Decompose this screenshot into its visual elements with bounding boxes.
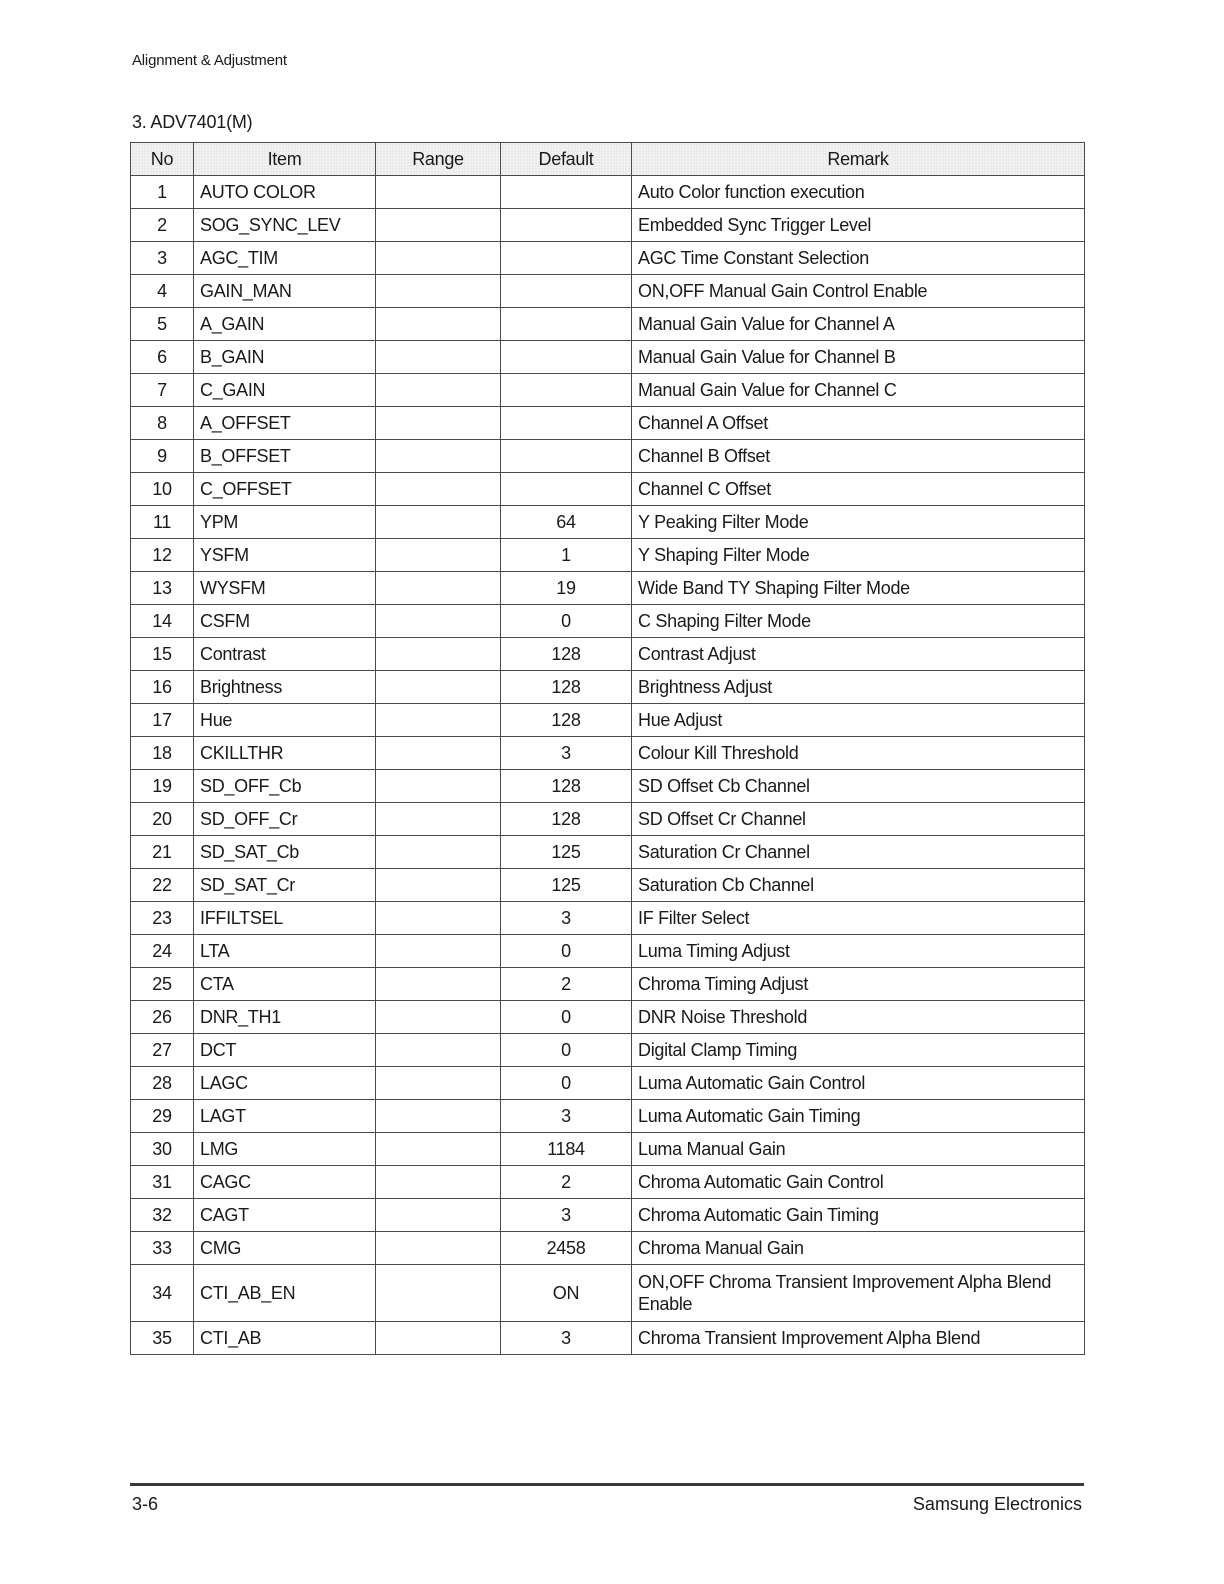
- table-row: [131, 1232, 1085, 1265]
- cell-range: [376, 275, 501, 308]
- cell-no: 4: [131, 275, 194, 308]
- cell-item: IFFILTSEL: [194, 902, 376, 935]
- table-row: [131, 671, 1085, 704]
- table-row: [131, 341, 1085, 374]
- cell-range: [376, 1067, 501, 1100]
- cell-default: [501, 176, 632, 209]
- cell-default: 1184: [501, 1133, 632, 1166]
- cell-default: 3: [501, 1322, 632, 1355]
- company-name: Samsung Electronics: [912, 1494, 1082, 1514]
- table-body: [131, 176, 1085, 1355]
- cell-range: [376, 704, 501, 737]
- cell-remark: Saturation Cb Channel: [632, 869, 1085, 902]
- cell-no: 29: [131, 1100, 194, 1133]
- cell-range: [376, 935, 501, 968]
- cell-range: [376, 1199, 501, 1232]
- cell-range: [376, 803, 501, 836]
- cell-default: [501, 341, 632, 374]
- cell-range: [376, 1001, 501, 1034]
- table-row: [131, 506, 1085, 539]
- cell-remark: Y Peaking Filter Mode: [632, 506, 1085, 539]
- cell-no: 22: [131, 869, 194, 902]
- cell-no: 6: [131, 341, 194, 374]
- cell-item: A_OFFSET: [194, 407, 376, 440]
- cell-default: 125: [501, 836, 632, 869]
- table-row: [131, 1322, 1085, 1355]
- cell-default: [501, 440, 632, 473]
- cell-range: [376, 341, 501, 374]
- cell-range: [376, 1322, 501, 1355]
- cell-item: Brightness: [194, 671, 376, 704]
- cell-no: 32: [131, 1199, 194, 1232]
- cell-remark: C Shaping Filter Mode: [632, 605, 1085, 638]
- cell-remark: SD Offset Cr Channel: [632, 803, 1085, 836]
- cell-no: 21: [131, 836, 194, 869]
- cell-remark: IF Filter Select: [632, 902, 1085, 935]
- cell-range: [376, 638, 501, 671]
- cell-default: [501, 473, 632, 506]
- cell-item: LTA: [194, 935, 376, 968]
- cell-range: [376, 902, 501, 935]
- cell-remark: Embedded Sync Trigger Level: [632, 209, 1085, 242]
- table-row: [131, 308, 1085, 341]
- cell-range: [376, 1100, 501, 1133]
- table-row: [131, 770, 1085, 803]
- table-row: [131, 737, 1085, 770]
- cell-item: CKILLTHR: [194, 737, 376, 770]
- cell-range: [376, 440, 501, 473]
- cell-item: SD_OFF_Cb: [194, 770, 376, 803]
- cell-no: 18: [131, 737, 194, 770]
- cell-remark: DNR Noise Threshold: [632, 1001, 1085, 1034]
- cell-remark: Channel B Offset: [632, 440, 1085, 473]
- cell-item: CAGT: [194, 1199, 376, 1232]
- col-header-item: Item: [194, 143, 376, 176]
- cell-remark: Colour Kill Threshold: [632, 737, 1085, 770]
- cell-default: 19: [501, 572, 632, 605]
- cell-range: [376, 737, 501, 770]
- cell-no: 27: [131, 1034, 194, 1067]
- cell-default: [501, 374, 632, 407]
- table-row: [131, 1199, 1085, 1232]
- cell-remark: Luma Automatic Gain Control: [632, 1067, 1085, 1100]
- cell-default: [501, 275, 632, 308]
- cell-no: 2: [131, 209, 194, 242]
- table-row: [131, 440, 1085, 473]
- table-row: [131, 572, 1085, 605]
- table-row: [131, 176, 1085, 209]
- cell-remark: Digital Clamp Timing: [632, 1034, 1085, 1067]
- cell-range: [376, 506, 501, 539]
- cell-remark: AGC Time Constant Selection: [632, 242, 1085, 275]
- cell-item: LMG: [194, 1133, 376, 1166]
- cell-no: 12: [131, 539, 194, 572]
- cell-range: [376, 1232, 501, 1265]
- col-header-no: No: [131, 143, 194, 176]
- cell-default: 0: [501, 935, 632, 968]
- cell-remark: Chroma Timing Adjust: [632, 968, 1085, 1001]
- cell-item: CTA: [194, 968, 376, 1001]
- cell-range: [376, 407, 501, 440]
- table-row: [131, 1133, 1085, 1166]
- spec-table: [130, 142, 1085, 1355]
- table-row: [131, 638, 1085, 671]
- col-header-remark: Remark: [632, 143, 1085, 176]
- table-row: [131, 1001, 1085, 1034]
- cell-default: 128: [501, 671, 632, 704]
- cell-default: 2: [501, 1166, 632, 1199]
- cell-range: [376, 1034, 501, 1067]
- cell-default: 0: [501, 1067, 632, 1100]
- cell-no: 31: [131, 1166, 194, 1199]
- cell-range: [376, 1265, 501, 1322]
- cell-no: 19: [131, 770, 194, 803]
- table-row: [131, 704, 1085, 737]
- table-header-row: [131, 143, 1085, 176]
- cell-remark: Chroma Automatic Gain Control: [632, 1166, 1085, 1199]
- cell-remark: Brightness Adjust: [632, 671, 1085, 704]
- table-row: [131, 374, 1085, 407]
- cell-item: GAIN_MAN: [194, 275, 376, 308]
- table-row: [131, 1265, 1085, 1322]
- cell-remark: Channel C Offset: [632, 473, 1085, 506]
- cell-no: 33: [131, 1232, 194, 1265]
- cell-no: 13: [131, 572, 194, 605]
- cell-range: [376, 374, 501, 407]
- cell-remark: Luma Manual Gain: [632, 1133, 1085, 1166]
- cell-range: [376, 1166, 501, 1199]
- cell-range: [376, 176, 501, 209]
- cell-range: [376, 209, 501, 242]
- cell-default: [501, 308, 632, 341]
- cell-no: 20: [131, 803, 194, 836]
- cell-no: 17: [131, 704, 194, 737]
- cell-item: SD_SAT_Cb: [194, 836, 376, 869]
- cell-remark: Hue Adjust: [632, 704, 1085, 737]
- cell-no: 35: [131, 1322, 194, 1355]
- cell-remark: Luma Automatic Gain Timing: [632, 1100, 1085, 1133]
- cell-default: 1: [501, 539, 632, 572]
- cell-default: 2: [501, 968, 632, 1001]
- cell-item: SOG_SYNC_LEV: [194, 209, 376, 242]
- col-header-default: Default: [501, 143, 632, 176]
- cell-default: 0: [501, 1034, 632, 1067]
- cell-remark: Luma Timing Adjust: [632, 935, 1085, 968]
- cell-no: 15: [131, 638, 194, 671]
- cell-remark: Contrast Adjust: [632, 638, 1085, 671]
- cell-item: B_OFFSET: [194, 440, 376, 473]
- cell-no: 26: [131, 1001, 194, 1034]
- cell-no: 23: [131, 902, 194, 935]
- cell-item: CTI_AB: [194, 1322, 376, 1355]
- cell-remark: Channel A Offset: [632, 407, 1085, 440]
- cell-range: [376, 572, 501, 605]
- cell-no: 34: [131, 1265, 194, 1322]
- cell-item: CMG: [194, 1232, 376, 1265]
- cell-range: [376, 539, 501, 572]
- table-row: [131, 803, 1085, 836]
- cell-remark: Manual Gain Value for Channel A: [632, 308, 1085, 341]
- running-header: Alignment & Adjustment: [132, 52, 287, 69]
- cell-no: 11: [131, 506, 194, 539]
- cell-range: [376, 671, 501, 704]
- cell-default: 3: [501, 902, 632, 935]
- cell-default: [501, 209, 632, 242]
- section-title: 3. ADV7401(M): [132, 112, 253, 132]
- cell-default: 3: [501, 737, 632, 770]
- cell-default: 128: [501, 704, 632, 737]
- table-row: [131, 1166, 1085, 1199]
- cell-remark: ON,OFF Manual Gain Control Enable: [632, 275, 1085, 308]
- footer-rule: [130, 1483, 1084, 1486]
- cell-item: C_OFFSET: [194, 473, 376, 506]
- cell-range: [376, 770, 501, 803]
- cell-no: 14: [131, 605, 194, 638]
- table-row: [131, 1067, 1085, 1100]
- table-row: [131, 836, 1085, 869]
- table-row: [131, 968, 1085, 1001]
- cell-item: B_GAIN: [194, 341, 376, 374]
- cell-default: 2458: [501, 1232, 632, 1265]
- cell-no: 10: [131, 473, 194, 506]
- cell-default: 128: [501, 770, 632, 803]
- cell-item: YPM: [194, 506, 376, 539]
- cell-no: 16: [131, 671, 194, 704]
- cell-item: LAGC: [194, 1067, 376, 1100]
- cell-default: ON: [501, 1265, 632, 1322]
- cell-no: 30: [131, 1133, 194, 1166]
- cell-item: DNR_TH1: [194, 1001, 376, 1034]
- cell-item: AUTO COLOR: [194, 176, 376, 209]
- cell-item: AGC_TIM: [194, 242, 376, 275]
- table-row: [131, 275, 1085, 308]
- cell-remark: Y Shaping Filter Mode: [632, 539, 1085, 572]
- cell-item: CTI_AB_EN: [194, 1265, 376, 1322]
- cell-no: 28: [131, 1067, 194, 1100]
- cell-default: [501, 242, 632, 275]
- cell-no: 9: [131, 440, 194, 473]
- table-row: [131, 407, 1085, 440]
- cell-remark: Manual Gain Value for Channel C: [632, 374, 1085, 407]
- cell-item: LAGT: [194, 1100, 376, 1133]
- cell-item: WYSFM: [194, 572, 376, 605]
- cell-range: [376, 1133, 501, 1166]
- cell-range: [376, 242, 501, 275]
- cell-no: 25: [131, 968, 194, 1001]
- cell-default: 0: [501, 605, 632, 638]
- cell-no: 7: [131, 374, 194, 407]
- cell-range: [376, 308, 501, 341]
- cell-range: [376, 473, 501, 506]
- cell-item: DCT: [194, 1034, 376, 1067]
- cell-default: 64: [501, 506, 632, 539]
- cell-item: SD_SAT_Cr: [194, 869, 376, 902]
- cell-default: 3: [501, 1100, 632, 1133]
- cell-item: YSFM: [194, 539, 376, 572]
- cell-remark: Manual Gain Value for Channel B: [632, 341, 1085, 374]
- table-row: [131, 935, 1085, 968]
- cell-item: SD_OFF_Cr: [194, 803, 376, 836]
- cell-item: A_GAIN: [194, 308, 376, 341]
- cell-no: 24: [131, 935, 194, 968]
- cell-item: C_GAIN: [194, 374, 376, 407]
- cell-range: [376, 869, 501, 902]
- page-number: 3-6: [132, 1494, 159, 1514]
- cell-default: 128: [501, 638, 632, 671]
- cell-remark: ON,OFF Chroma Transient Improvement Alpha Blend Enable: [632, 1265, 1085, 1322]
- cell-item: CAGC: [194, 1166, 376, 1199]
- table-row: [131, 539, 1085, 572]
- cell-default: 128: [501, 803, 632, 836]
- cell-remark: Auto Color function execution: [632, 176, 1085, 209]
- cell-remark: SD Offset Cb Channel: [632, 770, 1085, 803]
- table-row: [131, 869, 1085, 902]
- cell-no: 3: [131, 242, 194, 275]
- cell-no: 1: [131, 176, 194, 209]
- cell-no: 5: [131, 308, 194, 341]
- cell-default: 125: [501, 869, 632, 902]
- col-header-range: Range: [376, 143, 501, 176]
- cell-default: [501, 407, 632, 440]
- cell-item: Hue: [194, 704, 376, 737]
- table-row: [131, 209, 1085, 242]
- cell-default: 3: [501, 1199, 632, 1232]
- cell-remark: Saturation Cr Channel: [632, 836, 1085, 869]
- cell-item: CSFM: [194, 605, 376, 638]
- cell-range: [376, 605, 501, 638]
- cell-remark: Chroma Manual Gain: [632, 1232, 1085, 1265]
- cell-range: [376, 836, 501, 869]
- table-row: [131, 242, 1085, 275]
- table-row: [131, 1034, 1085, 1067]
- table-row: [131, 902, 1085, 935]
- table-row: [131, 1100, 1085, 1133]
- cell-remark: Wide Band TY Shaping Filter Mode: [632, 572, 1085, 605]
- cell-no: 8: [131, 407, 194, 440]
- cell-range: [376, 968, 501, 1001]
- cell-remark: Chroma Automatic Gain Timing: [632, 1199, 1085, 1232]
- cell-default: 0: [501, 1001, 632, 1034]
- table-row: [131, 473, 1085, 506]
- cell-remark: Chroma Transient Improvement Alpha Blend: [632, 1322, 1085, 1355]
- cell-item: Contrast: [194, 638, 376, 671]
- table-row: [131, 605, 1085, 638]
